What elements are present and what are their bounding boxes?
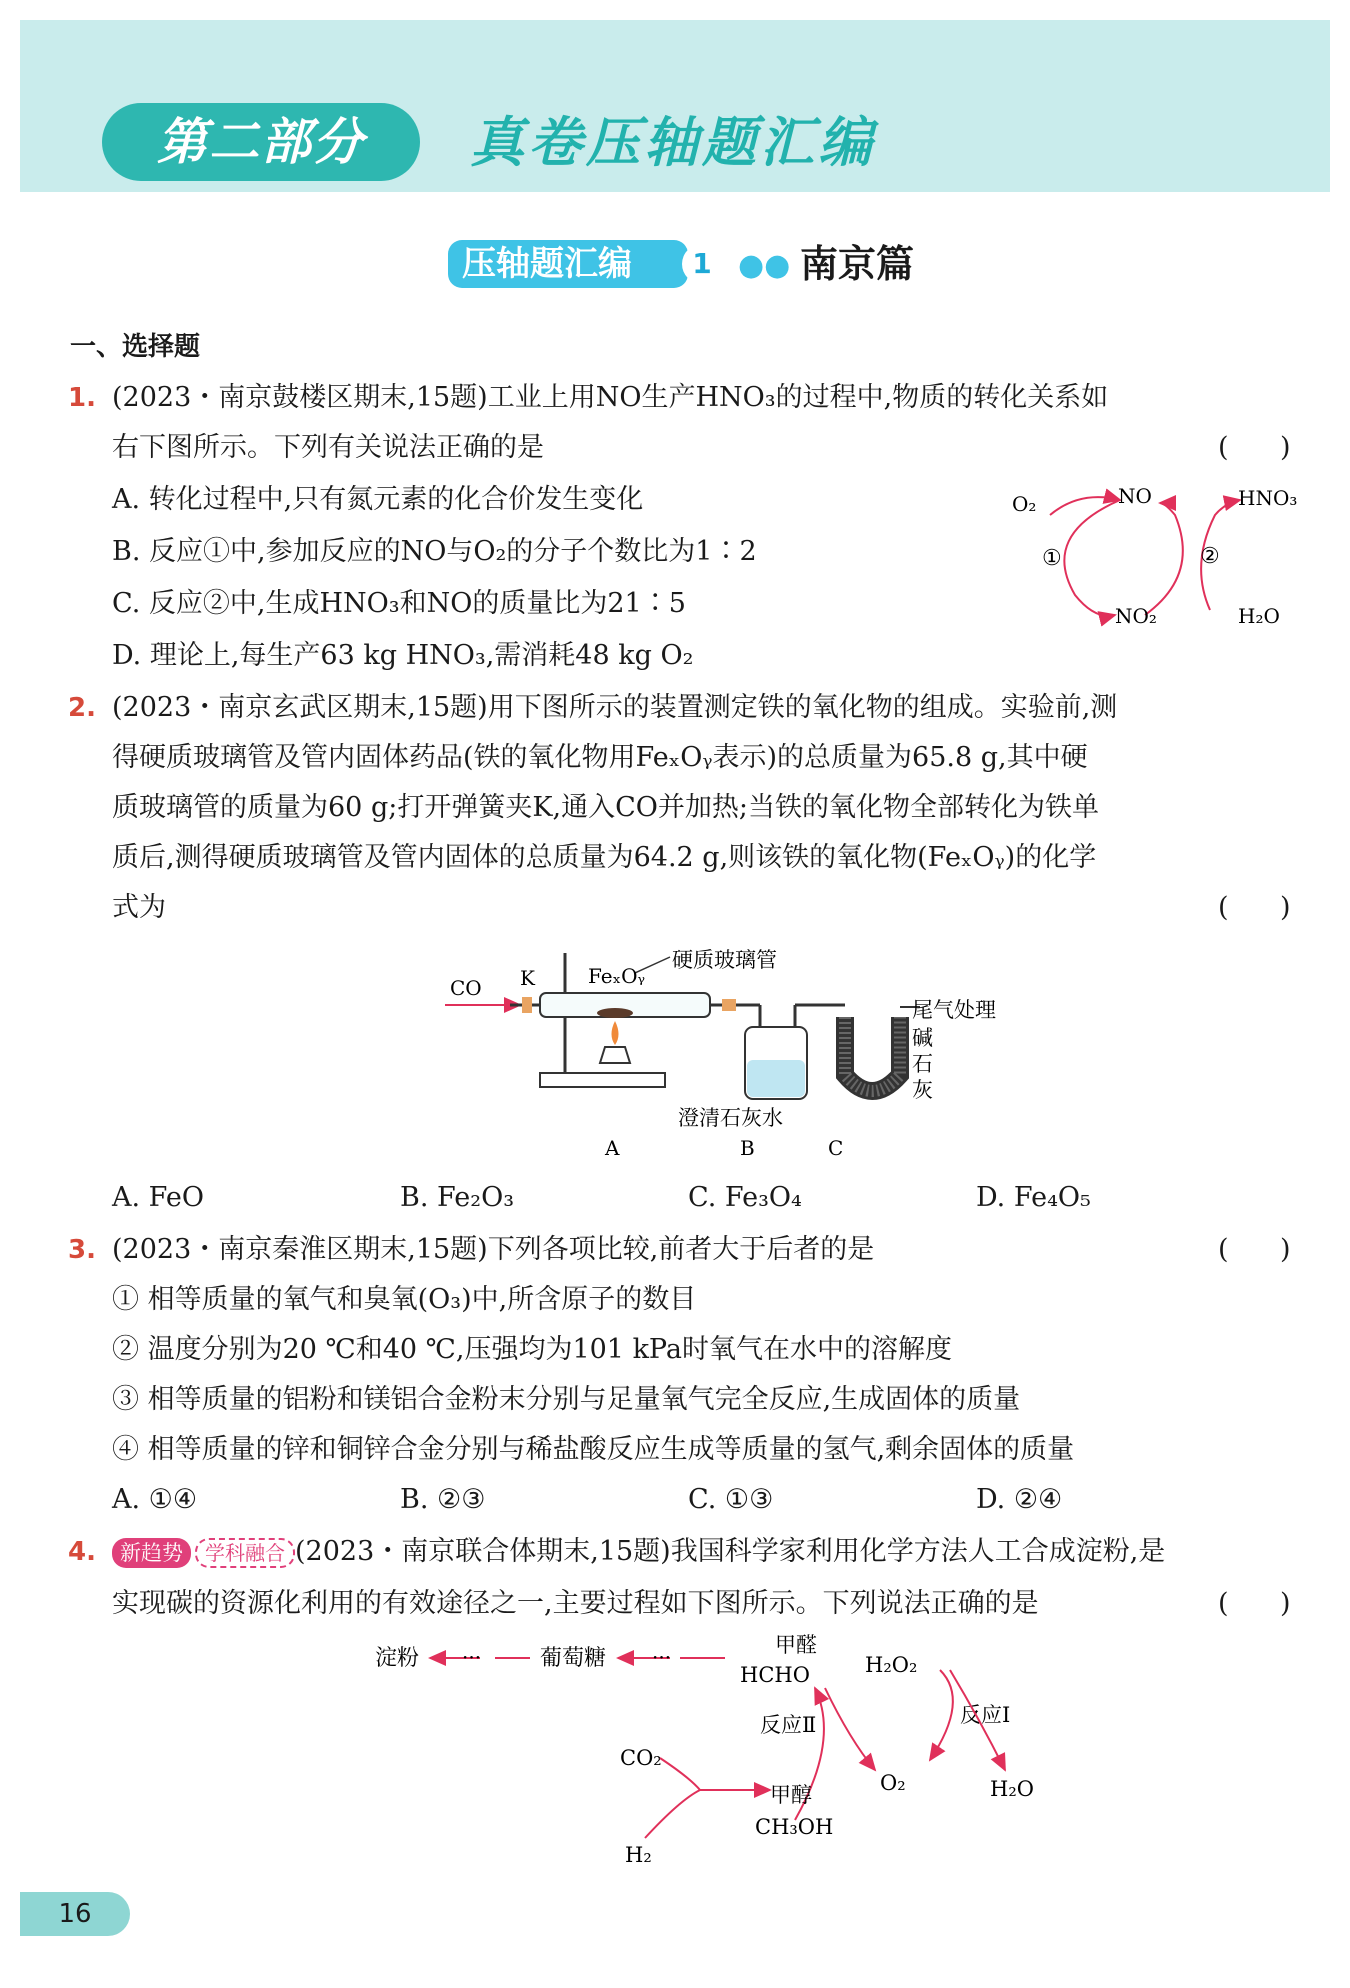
label-fexoy: FeₓOᵧ [588,964,646,988]
q2-line5: 式为 [112,892,166,923]
paper-title-city: 南京篇 [800,241,915,286]
tag-subject-fusion: 学科融合 [195,1538,295,1568]
q2-line3: 质玻璃管的质量为60 g;打开弹簧夹K,通入CO并加热;当铁的氧化物全部转化为铁单 [112,792,1099,823]
q1-line2: 右下图所示。下列有关说法正确的是 [112,432,544,463]
q3-item-4: ④ 相等质量的锌和铜锌合金分别与稀盐酸反应生成等质量的氢气,剩余固体的质量 [112,1434,1075,1465]
label-k: K [520,966,535,990]
dots-decoration: ●● [738,248,791,283]
q3-item-3: ③ 相等质量的铝粉和镁铝合金粉末分别与足量氧气完全反应,生成固体的质量 [112,1384,1021,1415]
connector [722,999,736,1011]
q1-option-c: C. 反应②中,生成HNO₃和NO的质量比为21∶5 [112,588,686,619]
q2-option-c: C. Fe₃O₄ [688,1182,802,1213]
limewater [747,1060,805,1097]
q2-answer-paren: ( ) [1218,892,1291,923]
q1-line1: (2023・南京鼓楼区期末,15题)工业上用NO生产HNO₃的过程中,物质的转化关系如 [112,382,1109,413]
q2-line1: (2023・南京玄武区期末,15题)用下图所示的装置测定铁的氧化物的组成。实验前,测 [112,692,1118,723]
label-glass-tube: 硬质玻璃管 [672,948,777,972]
q2-number: 2. [68,693,96,723]
label-ch3oh: CH₃OH [755,1815,834,1839]
arrow-no2-to-no [1145,503,1183,615]
q4-line1-text: (2023・南京联合体期末,15题)我国科学家利用化学方法人工合成淀粉,是 [295,1536,1166,1567]
q3-option-a: A. ①④ [112,1484,198,1515]
label-methanol: 甲醇 [770,1783,812,1807]
label-soda-3: 灰 [912,1078,933,1102]
arrow-to-o2 [825,1688,875,1770]
paper-title-number: 1 [682,244,722,284]
flame [612,1021,619,1045]
q4-number: 4. [68,1537,96,1567]
section-heading: 一、选择题 [70,332,201,362]
label-soda-2: 石 [912,1052,933,1076]
iron-oxide-sample [597,1008,633,1018]
q2-option-a: A. FeO [112,1182,205,1213]
q1-number: 1. [68,383,96,413]
q3-item-1: ① 相等质量的氧气和臭氧(O₃)中,所含原子的数目 [112,1284,697,1315]
q1-cycle-diagram [1000,475,1330,640]
stand-base [540,1073,665,1087]
paper-title-tag: 压轴题汇编 [448,240,688,288]
label-starch: 淀粉 [375,1646,420,1671]
label-a: A [605,1136,620,1160]
part-title: 真卷压轴题汇编 [470,111,876,174]
q1-answer-paren: ( ) [1218,432,1291,463]
clamp-k [522,997,532,1013]
q1-option-a: A. 转化过程中,只有氮元素的化合价发生变化 [112,484,644,515]
q4-line2: 实现碳的资源化利用的有效途径之一,主要过程如下图所示。下列说法正确的是 [112,1588,1039,1619]
q1-option-d: D. 理论上,每生产63 kg HNO₃,需消耗48 kg O₂ [112,640,694,671]
label-reaction-1: 反应Ⅰ [960,1703,1011,1727]
label-reaction-2: 反应Ⅱ [760,1713,817,1737]
label-limewater: 澄清石灰水 [678,1106,783,1130]
arrow-h2-join [645,1790,700,1838]
label-reaction-2: ② [1200,544,1220,569]
q2-line2: 得硬质玻璃管及管内固体药品(铁的氧化物用FeₓOᵧ表示)的总质量为65.8 g,其中硬 [112,742,1088,773]
tag-new-trend: 新趋势 [112,1538,191,1568]
q4-answer-paren: ( ) [1218,1588,1291,1619]
label-co2: CO₂ [620,1746,662,1770]
q3-item-2: ② 温度分别为20 ℃和40 ℃,压强均为101 kPa时氧气在水中的溶解度 [112,1334,952,1365]
q2-line4: 质后,测得硬质玻璃管及管内固体的总质量为64.2 g,则该铁的氧化物(FeₓOᵧ)的化学 [112,842,1097,873]
label-soda-1: 碱 [912,1026,933,1050]
q3-option-c: C. ①③ [688,1484,774,1515]
q3-answer-paren: ( ) [1218,1234,1291,1265]
arrow-co2-to-methanol [660,1758,770,1790]
label-c: C [828,1136,844,1160]
arrow-h2o2-to-o2 [930,1670,953,1760]
u-tube [845,1017,900,1091]
label-h2: H₂ [625,1843,652,1867]
label-h2o: H₂O [1238,604,1280,628]
alcohol-lamp [600,1047,630,1063]
label-tail-gas: 尾气处理 [912,998,996,1022]
paper-title [0,240,1350,296]
q2-option-b: B. Fe₂O₃ [400,1182,515,1213]
label-hno3: HNO₃ [1238,486,1298,510]
label-b: B [740,1136,755,1160]
q4-process-diagram [370,1630,1060,1870]
label-h2o: H₂O [990,1777,1034,1801]
dots-2: ··· [652,1645,672,1669]
arrow-no-to-no2 [1064,500,1120,616]
part-label: 第二部分 [102,103,420,181]
label-hcho: HCHO [740,1663,810,1687]
q3-option-b: B. ②③ [400,1484,486,1515]
label-no: NO [1118,484,1152,508]
q3-line1: (2023・南京秦淮区期末,15题)下列各项比较,前者大于后者的是 [112,1234,875,1265]
q3-option-d: D. ②④ [976,1484,1063,1515]
label-o2: O₂ [1012,492,1037,516]
dots-1: ··· [462,1645,482,1669]
page-number: 16 [20,1892,130,1936]
q2-apparatus-figure [440,935,1000,1165]
q1-option-b: B. 反应①中,参加反应的NO与O₂的分子个数比为1∶2 [112,536,757,567]
label-o2: O₂ [880,1771,906,1795]
q4-line1 [112,1532,1165,1572]
label-no2: NO₂ [1115,604,1157,628]
label-reaction-1: ① [1042,546,1062,571]
q2-option-d: D. Fe₄O₅ [976,1182,1091,1213]
label-glucose: 葡萄糖 [540,1646,607,1671]
q3-number: 3. [68,1235,96,1265]
label-formaldehyde: 甲醛 [775,1633,817,1657]
label-h2o2: H₂O₂ [865,1653,918,1677]
label-co: CO [450,976,482,1000]
